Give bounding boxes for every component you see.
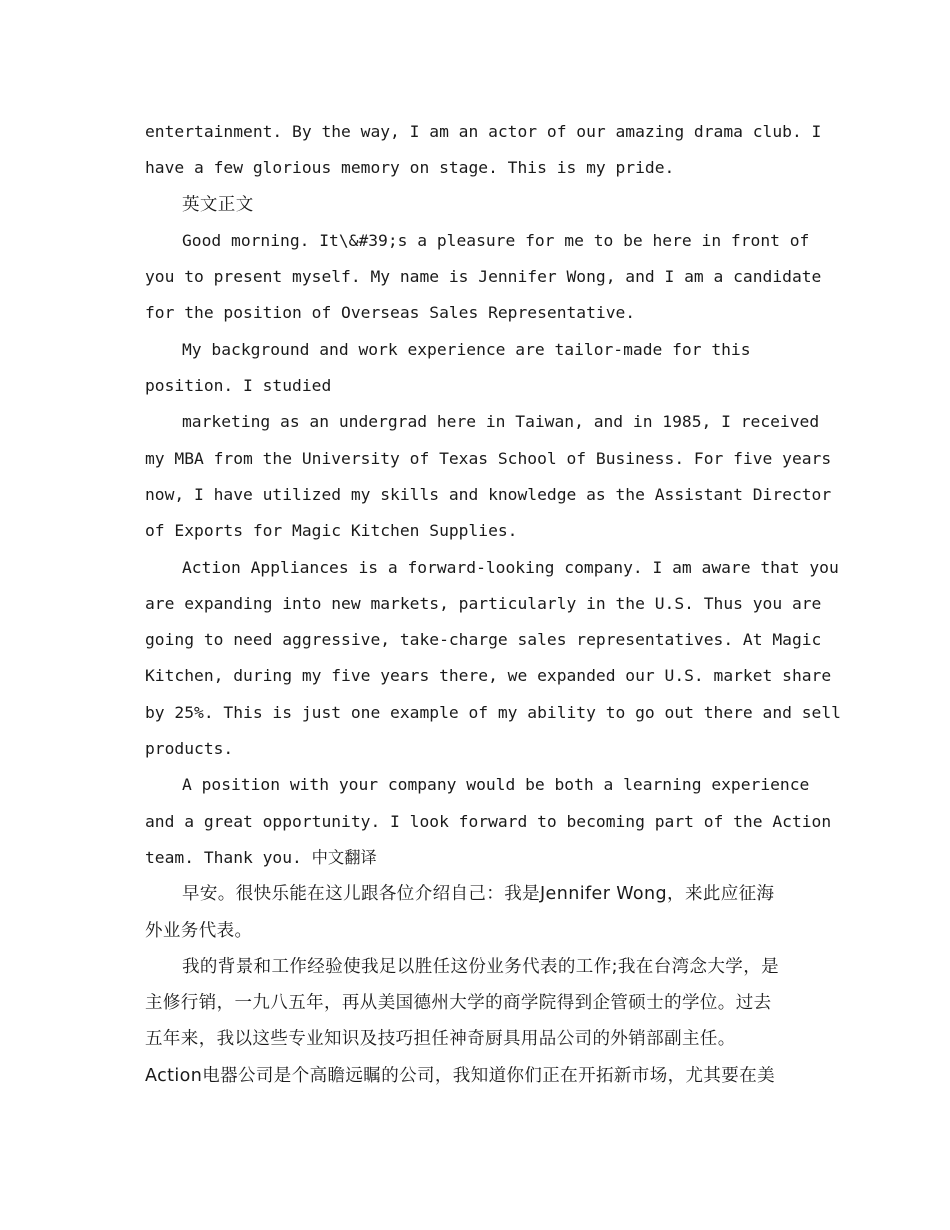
text-line: Kitchen, during my five years there, we expanded our U.S. market share: [145, 666, 832, 686]
text-line: entertainment. By the way, I am an actor of our amazing drama club. I: [145, 122, 822, 141]
text-line: A position with your company would be both a learning experience: [182, 775, 810, 795]
text-line: Action Appliances is a forward-looking company. I am aware that you: [182, 557, 839, 577]
text-line: team. Thank you. 中文翻译: [145, 847, 377, 867]
text-line: products.: [145, 739, 234, 759]
text-line: and a great opportunity. I look forward to becoming part of the Action: [145, 811, 832, 831]
text-line-chinese: 我的背景和工作经验使我足以胜任这份业务代表的工作;我在台湾念大学，是: [182, 956, 779, 977]
text-line: marketing as an undergrad here in Taiwan, and in 1985, I received: [182, 412, 820, 432]
text-line: have a few glorious memory on stage. This is my pride.: [145, 158, 675, 178]
document-page: [145, 114, 841, 1094]
text-line: now, I have utilized my skills and knowledge as the Assistant Director: [145, 484, 832, 504]
text-line-chinese: 外业务代表。: [145, 920, 253, 941]
text-line-chinese: Action电器公司是个高瞻远瞩的公司，我知道你们正在开拓新市场，尤其要在美: [145, 1065, 776, 1086]
text-line: you to present myself. My name is Jennifer Wong, and I am a candidate: [145, 267, 822, 287]
text-line: for the position of Overseas Sales Representative.: [145, 303, 636, 323]
text-line: position. I studied: [145, 376, 332, 396]
text-line: my MBA from the University of Texas School of Business. For five years: [145, 448, 832, 468]
section-heading-english: 英文正文: [182, 194, 254, 215]
text-line-chinese: 主修行销，一九八五年，再从美国德州大学的商学院得到企管硕士的学位。过去: [145, 993, 772, 1014]
text-line-chinese: 早安。很快乐能在这儿跟各位介绍自己：我是Jennifer Wong，来此应征海: [182, 884, 775, 905]
text-line-chinese: 五年来，我以这些专业知识及技巧担任神奇厨具用品公司的外销部副主任。: [145, 1029, 736, 1050]
text-line: My background and work experience are tailor-made for this: [182, 339, 751, 359]
text-line: going to need aggressive, take-charge sales representatives. At Magic: [145, 630, 822, 650]
text-line: Good morning. It\&#39;s a pleasure for me to be here in front of: [182, 230, 810, 250]
text-line: of Exports for Magic Kitchen Supplies.: [145, 521, 518, 541]
text-line: by 25%. This is just one example of my ability to go out there and sell: [145, 702, 841, 722]
text-line: are expanding into new markets, particularly in the U.S. Thus you are: [145, 593, 822, 613]
